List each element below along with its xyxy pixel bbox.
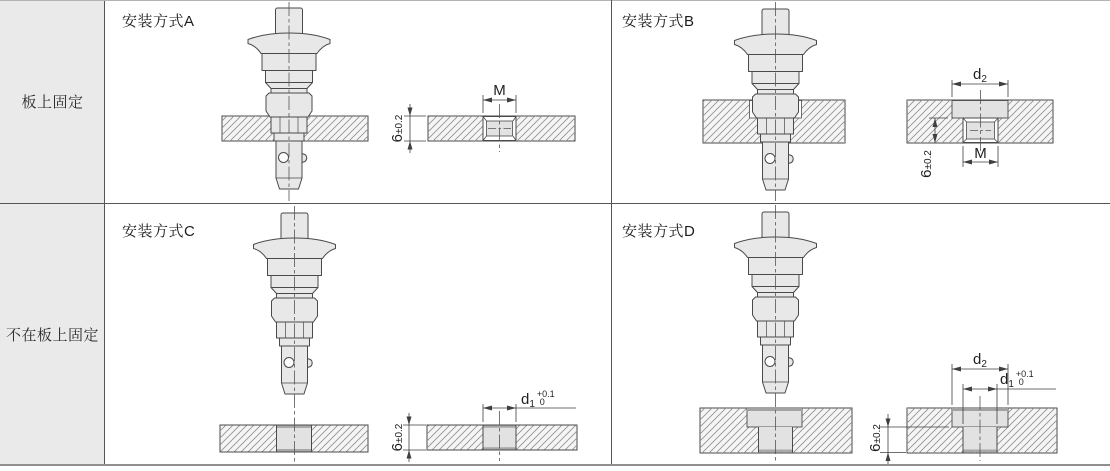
plate-section-c [220, 425, 368, 452]
table-bottom-border [0, 464, 1110, 466]
depth-label-d: 6±0.2 [867, 424, 884, 452]
depth-label-a: 6±0.2 [389, 114, 406, 143]
table-column-divider [611, 0, 612, 465]
d1-label-c: $d1^{+0.1}$ 0 [521, 389, 555, 410]
d2-label-b: d2 [973, 66, 987, 85]
plate-section-d [700, 408, 852, 453]
row-header-not-fixed-on-plate [0, 203, 105, 465]
cell-label-method-b: 安装方式B [622, 13, 695, 30]
d1-label-d: $d1^{+0.1}$ 0 [1000, 369, 1034, 390]
depth-label-b: 6±0.2 [918, 150, 935, 178]
cell-b-drawing [703, 2, 1053, 201]
dim-depth-c [403, 413, 426, 462]
depth-label-c: 6±0.2 [389, 423, 406, 452]
cell-label-method-c: 安装方式C [122, 223, 196, 240]
detail-section-a [389, 82, 575, 153]
d2-label-d: d2 [973, 351, 987, 370]
cell-a-drawing [222, 2, 575, 201]
cell-d-drawing [700, 205, 1057, 464]
row-header-label: 不在板上固定 [5, 326, 99, 344]
thread-label-a: M [493, 82, 506, 99]
cell-label-method-a: 安装方式A [122, 13, 195, 30]
detail-section-c [389, 389, 577, 462]
cell-label-method-d: 安装方式D [622, 223, 696, 240]
row-header-fixed-on-plate [0, 0, 105, 203]
row-header-label: 板上固定 [21, 94, 84, 111]
table-row-divider [0, 203, 1110, 204]
dim-depth-a [404, 104, 426, 153]
cell-c-drawing [220, 206, 577, 462]
detail-section-d [867, 351, 1057, 464]
thread-label-b: M [974, 145, 987, 162]
detail-section-b [907, 66, 1053, 178]
